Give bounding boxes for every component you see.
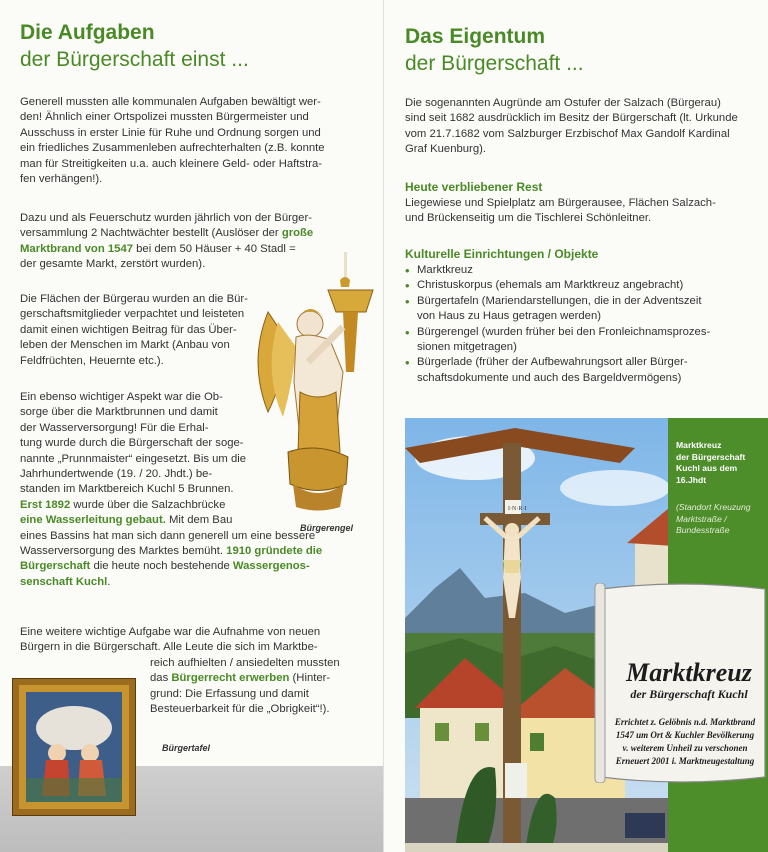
left-paragraph-2: Dazu und als Feuerschutz wurden jährlich von der Bürger- versammlung 2 Nachtwächter bestellt (Auslöser der große Marktbrand von 1547 bei dem 50 Häuser + 40 Stadl = der gesamte Markt, zerstört wurden).	[20, 212, 314, 271]
left-paragraph-3: Die Flächen der Bürgerau wurden an die Bür- gerschaftsmitglieder verpachtet und leisteten damit einen wichtigen Beitrag für das Über- leben der Menschen im Markt (Anbau von Feldfrüchten, Heuernte etc.).	[20, 293, 248, 367]
sign-line: Erneuert 2001 i. Marktneugestaltung	[615, 756, 755, 766]
list-item: • Bürgertafeln (Mariendarstellungen, die in der Adventszeit von Haus zu Haus getragen werden)	[405, 294, 755, 325]
list-item: • Bürgerengel (wurden früher bei den Fronleichnamsprozes- sionen mitgetragen)	[405, 325, 755, 356]
buergerengel-image	[248, 252, 378, 517]
list-item: • Bürgerlade (früher der Aufbewahrungsort aller Bürger- schaftsdokumente und auch des Bargeldvermögens)	[405, 355, 755, 386]
caption-buergertafel: Bürgertafel	[162, 743, 211, 753]
side-caption-location: (Standort Kreuzung Marktstraße / Bundesstraße	[676, 502, 751, 535]
right-subtitle: der Bürgerschaft ...	[405, 52, 584, 75]
list-item: • Christuskorpus (ehemals am Marktkreuz angebracht)	[405, 278, 755, 293]
right-title: Das Eigentum	[405, 25, 546, 48]
sign-subtitle: der Bürgerschaft Kuchl	[630, 687, 748, 701]
heading-kulturelle-einrichtungen: Kulturelle Einrichtungen / Objekte	[405, 247, 599, 261]
left-title: Die Aufgaben	[20, 21, 155, 44]
sign-line: Errichtet z. Gelöbnis n.d. Marktbrand	[614, 717, 756, 727]
rest-text: Liegewiese und Spielplatz am Bürgerausee, Flächen Salzach- und Brückenseitig um die Tischlerei Schönleitner.	[405, 197, 716, 225]
kultur-list	[405, 263, 755, 386]
sign-title: Marktkreuz	[626, 658, 752, 687]
left-paragraph-1: Generell mussten alle kommunalen Aufgaben bewältigt wer- den! Ähnlich einer Ortspolizei mussten Bürgermeister und Ausschuss in erster Linie für Ruhe und Ordnung sorgen und ein friedliches Zusammenleben aufrechterhalten (z.B. konnte man für Streitigkeiten u.a. auch kleinere Geld- oder Haftstra- fen verhängen!).	[20, 96, 325, 186]
side-caption-title: Marktkreuz der Bürgerschaft Kuchl aus dem 16.Jhdt	[676, 440, 746, 485]
cross-inri-label: I·N·R·I	[508, 506, 527, 512]
list-item: • Marktkreuz	[405, 263, 755, 278]
left-subtitle: der Bürgerschaft einst ...	[20, 48, 249, 71]
left-paragraph-5: Eine weitere wichtige Aufgabe war die Aufnahme von neuen Bürgern in die Bürgerschaft. Alle Leute die sich im Marktbe-	[20, 626, 321, 654]
sign-line: 1547 um Ort & Kuchler Bevölkerung	[615, 730, 755, 740]
sign-line: v. weiterem Unheil zu verschonen	[622, 743, 748, 753]
marktkreuz-sign	[593, 583, 768, 783]
caption-buergerengel: Bürgerengel	[300, 523, 354, 533]
buergertafel-image	[12, 678, 136, 816]
left-paragraph-4: Ein ebenso wichtiger Aspekt war die Ob- sorge über die Marktbrunnen und damit der Wasserversorgung! Für die Erhal- tung wurde durch die Bürgerschaft der soge- nannte „Prunnmaister“ eingesetzt. Bis um die Jahrhundertwende (19. / 20. Jhdt.) be- standen im Marktbereich Kuchl 5 Brunnen. Erst 1892 wurde über die Salzachbrücke eine Wasserleitung gebaut. Mit dem Bau eines Bassins hat man sich dann generell um eine bessere Wasserversorgung des Marktes bemüht. 1910 gründete die Bürgerschaft die heute noch bestehende Wassergenos- senschaft Kuchl.	[20, 391, 323, 588]
heading-verbliebener-rest: Heute verbliebener Rest	[405, 180, 543, 194]
page-fold	[383, 0, 384, 852]
right-paragraph-1: Die sogenannten Augründe am Ostufer der Salzach (Bürgerau) sind seit 1682 ausdrücklich im Besitz der Bürgerschaft (lt. Urkunde vom 21.7.1682 vom Salzburger Erzbischof Max Gandolf Kardinal Graf Kuenburg).	[405, 97, 738, 156]
left-paragraph-5-cont: reich aufhielten / ansiedelten mussten das Bürgerrecht erwerben (Hinter- grund: Die Erfassung und damit Besteuerbarkeit für die „Obrigkeit“!).	[150, 657, 340, 716]
